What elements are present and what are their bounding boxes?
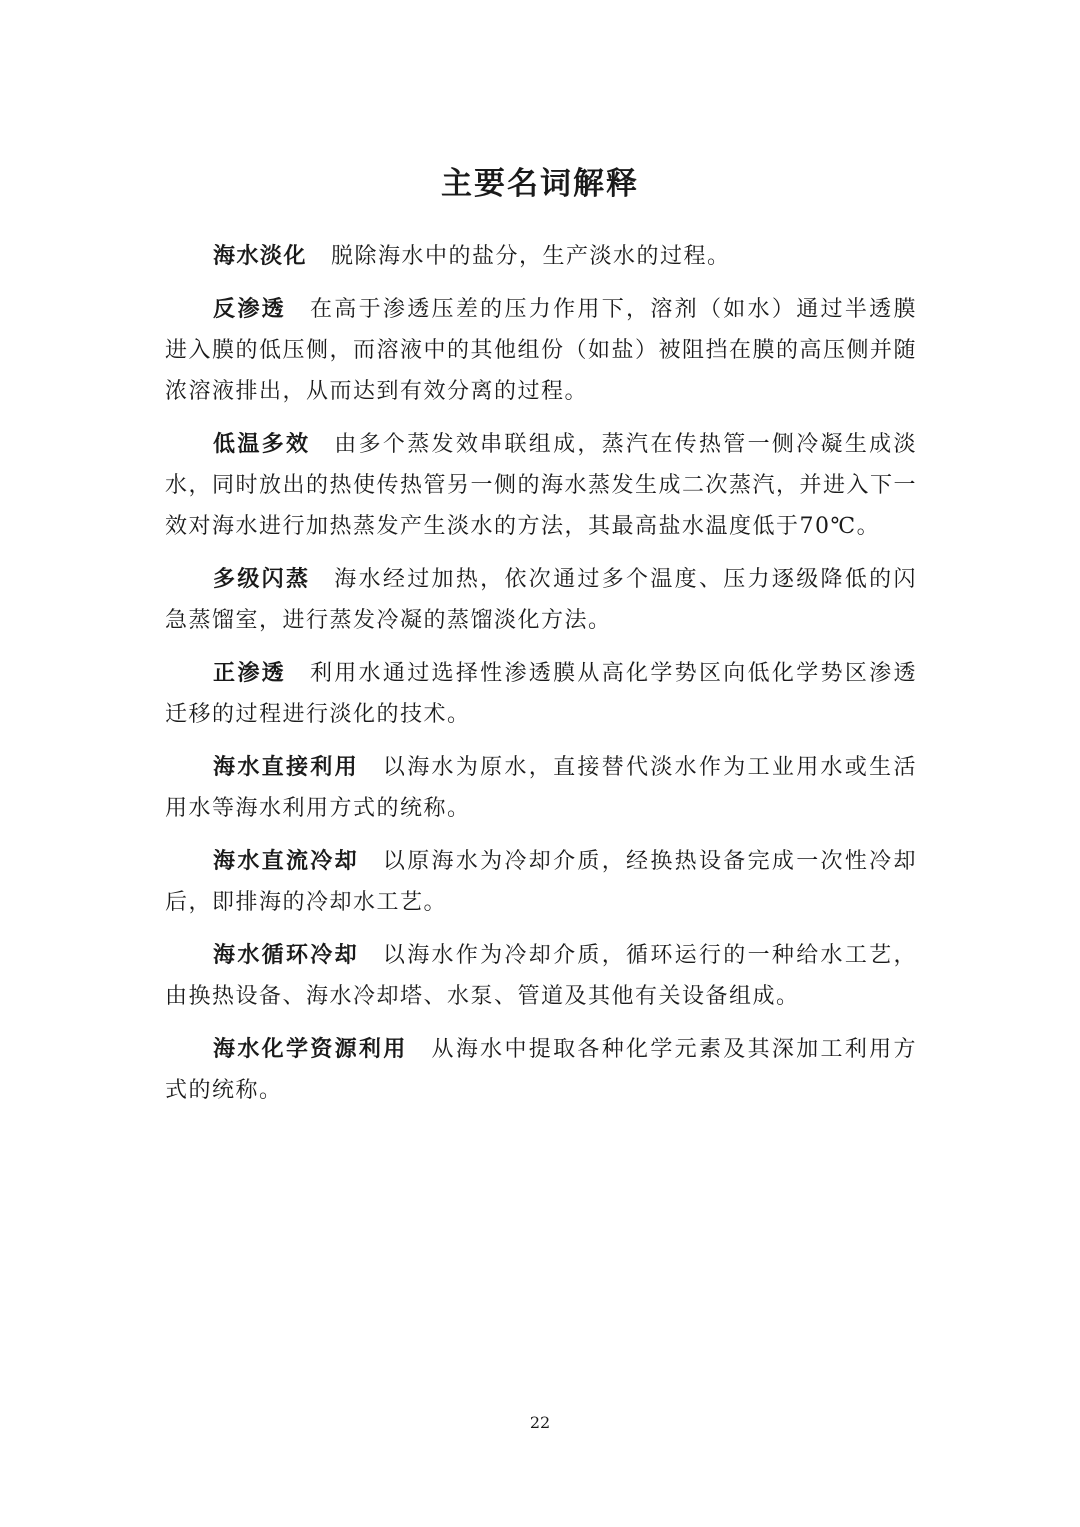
glossary-entry (165, 841, 917, 923)
term-name: 海水淡化 (213, 244, 308, 269)
glossary-entry (165, 236, 917, 277)
term-name: 多级闪蒸 (213, 567, 311, 592)
term-definition: 海水经过加热，依次通过多个温度、压力逐级降低的闪急蒸馏室，进行蒸发冷凝的蒸馏淡化方法。 (165, 567, 917, 633)
glossary-entry (165, 747, 917, 829)
term-definition: 由多个蒸发效串联组成，蒸汽在传热管一侧冷凝生成淡水，同时放出的热使传热管另一侧的海水蒸发生成二次蒸汽，并进入下一效对海水进行加热蒸发产生淡水的方法，其最高盐水温度低于70℃。 (165, 432, 918, 539)
glossary-entry (165, 1029, 917, 1111)
term-definition: 在高于渗透压差的压力作用下，溶剂（如水）通过半透膜进入膜的低压侧，而溶液中的其他组份（如盐）被阻挡在膜的高压侧并随浓溶液排出，从而达到有效分离的过程。 (165, 297, 918, 404)
term-definition: 以原海水为冷却介质，经换热设备完成一次性冷却后，即排海的冷却水工艺。 (165, 849, 917, 915)
term-name: 海水循环冷却 (213, 943, 359, 968)
page-number: 22 (529, 1413, 551, 1432)
glossary-entry (165, 289, 917, 412)
glossary-entry (165, 424, 917, 547)
term-name: 低温多效 (213, 432, 311, 457)
term-name: 海水直接利用 (213, 755, 359, 780)
term-definition: 以海水为原水，直接替代淡水作为工业用水或生活用水等海水利用方式的统称。 (165, 755, 917, 821)
glossary-entry (165, 653, 917, 735)
term-name: 海水化学资源利用 (213, 1037, 408, 1062)
glossary-entry (165, 935, 917, 1017)
term-definition: 以海水作为冷却介质，循环运行的一种给水工艺，由换热设备、海水冷却塔、水泵、管道及其他有关设备组成。 (165, 943, 917, 1009)
term-name: 反渗透 (213, 297, 286, 322)
term-definition: 脱除海水中的盐分，生产淡水的过程。 (331, 244, 731, 269)
term-definition: 利用水通过选择性渗透膜从高化学势区向低化学势区渗透迁移的过程进行淡化的技术。 (165, 661, 917, 727)
page-title: 主要名词解释 (441, 166, 639, 202)
term-name: 正渗透 (213, 661, 286, 686)
term-definition: 从海水中提取各种化学元素及其深加工利用方式的统称。 (165, 1037, 917, 1103)
glossary-list (165, 236, 917, 1123)
glossary-entry (165, 559, 917, 641)
term-name: 海水直流冷却 (213, 849, 359, 874)
